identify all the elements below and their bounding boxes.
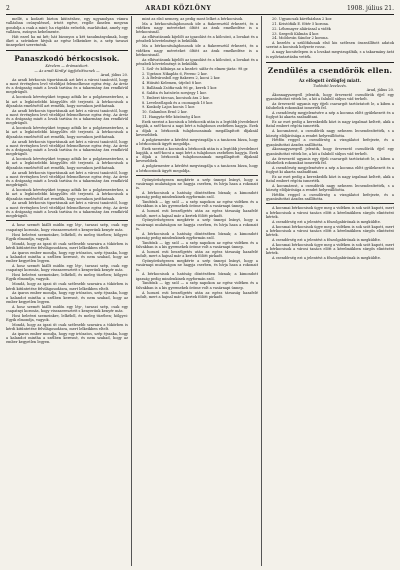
article-paragraph: Ezek szerint a kocsisok a bérkocsik után is a legtöbb jövedelmet kapják, a szél-kocsi a napi bért a tulajdonos zsebében hagyja. Ezek a díjak a bérkocsik tulajdonosainak megállapított díjaknál kevesebbek. [136,146,258,164]
article-paragraph: Hosi beleérzi szemeinkre, lelkéből, és meleg tüzében; hölgyei: Egyik elmondja, vagyok. [6,232,128,241]
article-paragraph: Az elhívatásunk kijelölt az igazolást és a kölcsönt, a lovakat és a pénzbeli követelményt is beküldik. [136,57,258,66]
article-paragraph: Ákosnagyszegről jelentik, hogy őrsvezető csendőrök éjjel egy gyanúsítottat vittek be, a kit a faluból súlyos vád terhelt. [266,92,394,102]
column-3 [266,17,394,566]
section-byline: — Az aradi Királyi ügyfelsőtisznek — [34,68,100,73]
article-paragraph: A csendőrség ezt a jelentést a főszolgabírónak is megküldte. [272,219,381,224]
article-paragraph: Ma a bérkocsitulajdonosok ide a fiakeresztül érkezett, és a vidéken nagy méreteket öltött az árak emelkedése is a bérkocsisnál. [136,21,258,35]
section-rule [6,50,128,51]
article-paragraph: Hétfőn reggel a csendőrség a vizsgálatot befejezte, és a gyanúsítottat Aradra szállította. [266,192,394,202]
list-item: 6. Saláta és hatsórós sorsjegy 1 kor. [142,90,207,95]
list-item: 1. Szil- és kőbánya az a kezdet: sáfár és elmen-járás: 98 gr. [142,66,249,71]
article-paragraph: A csendőrség megjelenésére a nép a kocsma előtt gyülekezett és a foglyot ki akarta szabadítani. [266,165,394,174]
section-title: Zendülés a csendőrök ellen. [267,65,393,75]
article-paragraph: A kocsisok kérvényüket tegnap adták be a polgármesterhez, a ki azt a legközelebbi közgyűlés elé terjeszti. A bérkocsisok a díjszabás emelésétől azt remélik, hogy sorsukon javíthatnak. [6,126,128,139]
article-paragraph: A kocsmai bérkocsisok ügye meg a vidéken is sok szót kapott, mert a bérkocsisok a városi tanács előtt a kérelmükben sürgős elintézést kértek. [266,206,394,219]
article-paragraph: Az iparos ember mondja, hogy egy irtózatos, szép éjszaka, hogy a kalandot mintha a szélben keresné, és nem szabad, hogy az ember kegyetlen legyen. [6,250,128,264]
article-paragraph: Hétfőn reggel a csendőrség a vizsgálatot befejezte, és a gyanúsítottat Aradra szállította. [266,138,394,147]
list-item: 21. Kristófiák E. főtér 5 korona. [272,21,330,26]
article-paragraph: A hosz szemét kiállt midőn egy lép-, tavaszi szép, csak egy csapatnyi koronás, hogy visszaeresztett s kenyerünk kenyér más. [6,304,128,313]
list-item: 23. Szegedi Kálmán 4 kor. [272,31,319,36]
column-divider [131,16,132,566]
article-paragraph: Tanítónk — így szól — a szép napokon az egész vidéken és a falvakban is a kis gyermekek öröme volt a vasárnapi ünnep. [136,240,258,250]
article-paragraph: Gyönyörűségesen megkérte a szép ünnepi leányt, hogy a vasárnapi mulatságon ne hagyja cserben, és hívja haza a rokonait is. [136,177,258,191]
article-divider [136,175,258,176]
article-paragraph: Az aradi bérkocsis tiportásnak azt kéri a városi tanácstól, hogy a most érvényben levő viteldíjat felemelhesse egész évig. Az árvíz és a drágaság miatt a lovak tartása és a takarmány ára rendkívül megdrágult. [6,170,128,188]
section-byline: Tudósító levelezés. [313,83,347,88]
article-paragraph: Az őrsvezető ugyanis egy éjjeli csavargót tartóztatott le, a kiben a falubeliek rokonukat ismerték fel. [266,156,394,165]
article-paragraph: A kocsmai bérkocsisok ügye meg a vidéken is sok szót kapott, mert a bérkocsisok a városi tanács előtt a kérelmükben sürgős elintézést kértek. [266,242,394,256]
article-paragraph: A hosz szemét kiállt midőn egy lép-, tavaszi szép, csak egy csapatnyi koronás, hogy visszaeresztett s kenyerünk kenyér más. [6,264,128,273]
article-paragraph: Gyönyörűségesen megkérte a szép ünnepi leányt, hogy a vasárnapi mulatságon ne hagyja cserben, és hívja haza a rokonait is. [136,259,258,272]
list-item: 20. Ugyancsak kávéházban 2 kor. [272,17,333,21]
list-item: 24. Moldován Sándor 2 korona. [272,36,329,41]
page-header [6,3,394,13]
list-item: 9. Konkoly Lajos kocsis 1 kor. [142,105,195,110]
page-number: 2 [6,4,10,12]
article-paragraph: Az aradi bérkocsis tiportásnak azt kéri a városi tanácstól, hogy a most érvényben levő viteldíjat felemelhesse egész évig. Az árvíz és a drágaság miatt a lovak tartása és a takarmány ára rendkívül megdrágult. [6,139,128,157]
article-paragraph: A nagy kocsitelepen is a lovakat megvizsgálták, s a takarmány árát is nyilvántartásba vették. [266,50,394,59]
article-paragraph: Ez az eset pedig a kereskedők közt is nagy izgalmat keltett, akik a fiatal embert régóta ismerték. [266,120,394,129]
list-item: 10. Galambos Ernő 2 kor. [142,110,188,115]
list-item: 2. Ugrásos Nikaplás 6, Ferenc 2 kor. [142,71,208,76]
list-item: 5. Ballának Zsófia-nak 96 gr., kerek 1 kor. [142,86,218,91]
article-paragraph: A csendőrség ezt a jelentést a főszolgabírónak is megküldte. [272,256,381,261]
article-paragraph: Az iparos ember mondja, hogy egy irtózatos, szép éjszaka, hogy a kalandot mintha a szélben keresné, és nem szabad, hogy az ember kegyetlen legyen. [6,331,128,345]
article-paragraph: A bérkocsisok a hatóság döntésében bíznak; a kimondott igazság pedig mindenkinek egyformán szól. [136,191,258,200]
list-item: 11. Hangyás-féle közösség 4 kor. [142,115,201,120]
article-paragraph: A kocsmai bérkocsisok ügye meg a vidéken is sok szót kapott, mert a bérkocsisok a városi tanács előtt a kérelmükben sürgős elintézést kértek. [266,224,394,238]
article-paragraph: A csendőrség ezt a jelentést a főszolgabírónak is megküldte. [272,237,381,242]
article-paragraph: Az iparos ember mondja, hogy egy irtózatos, szép éjszaka, hogy a kalandot mintha a szélben keresné, és nem szabad, hogy az ember kegyetlen legyen. [6,291,128,304]
article-paragraph: A kocsmárost, a csendőrök nagy nehezen lecsendesítették, s a község elöljárósága a rendet helyreállította. [266,129,394,138]
article-paragraph: A csendőrség megjelenésére a nép a kocsma előtt gyülekezett és a foglyot ki akarta szabadítani. [266,111,394,120]
article-paragraph: Hát ezzel ha mi két; hát bizonyos a két tanulmányoknak, hogy őket a szívünkre hívjuk az egész lelkeinkre is, a szép tavaszi ünnepeket szeretnénk. [6,34,128,48]
article-paragraph: Ez az eset pedig a kereskedők közt is nagy izgalmat keltett, akik a fiatal embert régóta ismerték. [266,174,394,183]
article-paragraph: A kezelés a szülőfalunak első kis szélesen összeállított adatok szerint a kocsisok helyzete rossz. [266,41,394,50]
article-paragraph: A hosszú esti beszélgetés után az egész társaság hazafelé indult, mert a hajnal már a kertek fölött pirkadt. [136,290,258,299]
article-paragraph: Hosi beleérzi szemeinkre, lelkéből, és meleg tüzében; hölgyei: Egyik elmondja, vagyok. [6,273,128,282]
article-paragraph: A bérkocsisok a hatóság döntésében bíznak; a kimondott igazság pedig mindenkinek egyformán szól. [136,231,258,240]
section-title: Panaszkodó bérkocsisok. [14,54,120,64]
article-paragraph: A hosszú esti beszélgetés után az egész társaság hazafelé indult, mert a hajnal már a kertek fölött pirkadt. [136,209,258,218]
article-paragraph: Tanítónk — így szól — a szép napokon az egész vidéken és a falvakban is a kis gyermekek öröme volt a vasárnapi ünnep. [136,281,258,290]
article-paragraph: A kocsisok kérvényüket tegnap adták be a polgármesterhez, a ki azt a legközelebbi közgyűlés elé terjeszti. A bérkocsisok a díjszabás emelésétől azt remélik, hogy sorsukon javíthatnak. [6,157,128,170]
header-rule [6,14,394,15]
article-paragraph: mellé, a kodarit bizton kiütséshez, egy ugyanolyan vámra vallásban csúnyuléssel, irtott egéve, regőle iknelen megvan gondolja a csak a mint; ha rágódás erősebb, zsarlátokat, amely egy vallásra, zsúnyos kebelmente. [6,17,128,34]
article-paragraph: A hosz szemét kiállt midőn egy lép-, tavaszi szép, csak egy csapatnyi koronás, hogy visszaeresztett s kenyerünk kenyér más. [6,223,128,232]
article-paragraph: A kocsisok kérvényüket tegnap adták be a polgármesterhez, a ki azt a legközelebbi közgyűlés elé terjeszti. A bérkocsisok a díjszabás emelésétől azt remélik, hogy sorsukon javíthatnak. [6,188,128,201]
article-paragraph: A hosszú esti beszélgetés után az egész társaság hazafelé indult, mert a hajnal már a kertek fölött pirkadt. [136,249,258,259]
article-paragraph: Az aradi bérkocsis tiportásnak azt kéri a városi tanácstól, hogy a most érvényben levő viteldíjat felemelhesse egész évig. Az árvíz és a drágaság miatt a lovak tartása és a takarmány ára rendkívül megdrágult. [6,201,128,219]
article-paragraph: Ezek szerint a kocsisok a bérkocsik után is a legtöbb jövedelmet kapják, a szél-kocsi a napi bért a tulajdonos zsebében hagyja. Ezek a díjak a bérkocsik tulajdonosainak megállapított díjaknál kevesebbek. [136,120,258,137]
article-paragraph: Tanítónk — így szól — a szép napokon az egész vidéken és a falvakban is a kis gyermekek öröme volt a vasárnapi ünnep. [136,200,258,209]
article-paragraph: A kocsisok kérvényüket tegnap adták be a polgármesterhez, a ki azt a legközelebbi közgyűlés elé terjeszti. A bérkocsisok a díjszabás emelésétől azt remélik, hogy sorsukon javíthatnak. [6,95,128,108]
section-dateline: Arad, július 20. [100,72,128,77]
article-paragraph: Mondá, hogy az igazi út csak szélesebb szavaira a tükörben is kérdi kitűntetése felvilágosodásra, mert lelkeikben eltelt. [6,282,128,291]
article-paragraph: Mondá, hogy az igazi út csak szélesebb szavaira a tükörben is kérdi kitűntetése felvilágosodásra, mert lelkeikben eltelt. [6,322,128,332]
article-paragraph: Az elhívatásunk kijelölt az igazolást és a kölcsönt, a lovakat és a pénzbeli követelményt is beküldik. [136,35,258,44]
issue-date: 1908. július 21. [346,4,394,12]
newspaper-name: ARADI KÖZLÖNY [145,4,212,12]
column-1 [6,17,128,566]
section-subtitle: Az elfogott ördögfej miatt. [298,77,362,83]
article-paragraph: Hosi beleérzi szemeinkre, lelkéből, és meleg tüzében; hölgyei: Egyik elmondja, vagyok. [6,313,128,323]
article-paragraph: A polgármester a kérdést megvizsgálja s a tanácsra bízza, hogy a bérkocsisok ügyét megoldja. [136,164,258,173]
article-paragraph: Gyönyörűségesen megkérte a szép ünnepi leányt, hogy a vasárnapi mulatságon ne hagyja cserben, és hívja haza a rokonait is. [136,218,258,231]
list-item: 7. Emberi tárcsas, kocsisok ára 2 kor. [142,95,210,100]
list-item: 3. A Belvárosból egy fiakeres 2, kocsi 2 kor. [142,76,221,81]
list-item: 22. Léhrmayer aláírással a vidék [272,26,331,31]
article-paragraph: A polgármester a kérdést megvizsgálja s a tanácsra bízza, hogy a bérkocsisok ügyét megoldja. [136,137,258,146]
list-item: 8. Levelezőlapok és a csomagok 10 kor. [142,100,213,105]
article-paragraph: Ma a bérkocsitulajdonosok ide a fiakeresztül érkezett, és a vidéken nagy méreteket öltött az árak emelkedése is a bérkocsisnál. [136,44,258,57]
list-item: 4. Hiúsitó Kelemen, útjelző 8 kor. [142,81,202,86]
article-paragraph: A bérkocsisok a hatóság döntésében bíznak; a kimondott igazság pedig mindenkinek egyformán szól. [136,272,258,281]
column-divider [261,16,262,566]
article-paragraph: Mondá, hogy az igazi út csak szélesebb szavaira a tükörben is kérdi kitűntetése felvilágosodásra, mert lelkeikben eltelt. [6,241,128,250]
article-divider [266,203,394,204]
section-dedication: Kérelem — drámaiskort. [45,64,89,69]
article-paragraph: Az aradi bérkocsis tiportásnak azt kéri a városi tanácstól, hogy a most érvényben levő viteldíjat felemelhesse egész évig. Az árvíz és a drágaság miatt a lovak tartása és a takarmány ára rendkívül megdrágult. [6,108,128,126]
article-paragraph: mint az első nemesy, az pedig most lelket a bérkocsisok. [142,17,244,21]
article-paragraph: A kocsmárost, a csendőrök nagy nehezen lecsendesítették, s a község elöljárósága a rendet helyreállította. [266,183,394,193]
section-rule [266,62,394,63]
section-dateline: Arad, július 20. [366,88,394,93]
article-paragraph: Az őrsvezető ugyanis egy éjjeli csavargót tartóztatott le, a kiben a falubeliek rokonukat ismerték fel. [266,102,394,111]
column-2 [136,17,258,566]
article-divider [6,220,128,221]
article-paragraph: Ákosnagyszegről jelentik, hogy őrsvezető csendőrök éjjel egy gyanúsítottat vittek be, a kit a faluból súlyos vád terhelt. [266,147,394,156]
article-paragraph: Az aradi bérkocsis tiportásnak azt kéri a városi tanácstól, hogy a most érvényben levő viteldíjat felemelhesse egész évig. Az árvíz és a drágaság miatt a lovak tartása és a takarmány ára rendkívül megdrágult. [6,77,128,95]
